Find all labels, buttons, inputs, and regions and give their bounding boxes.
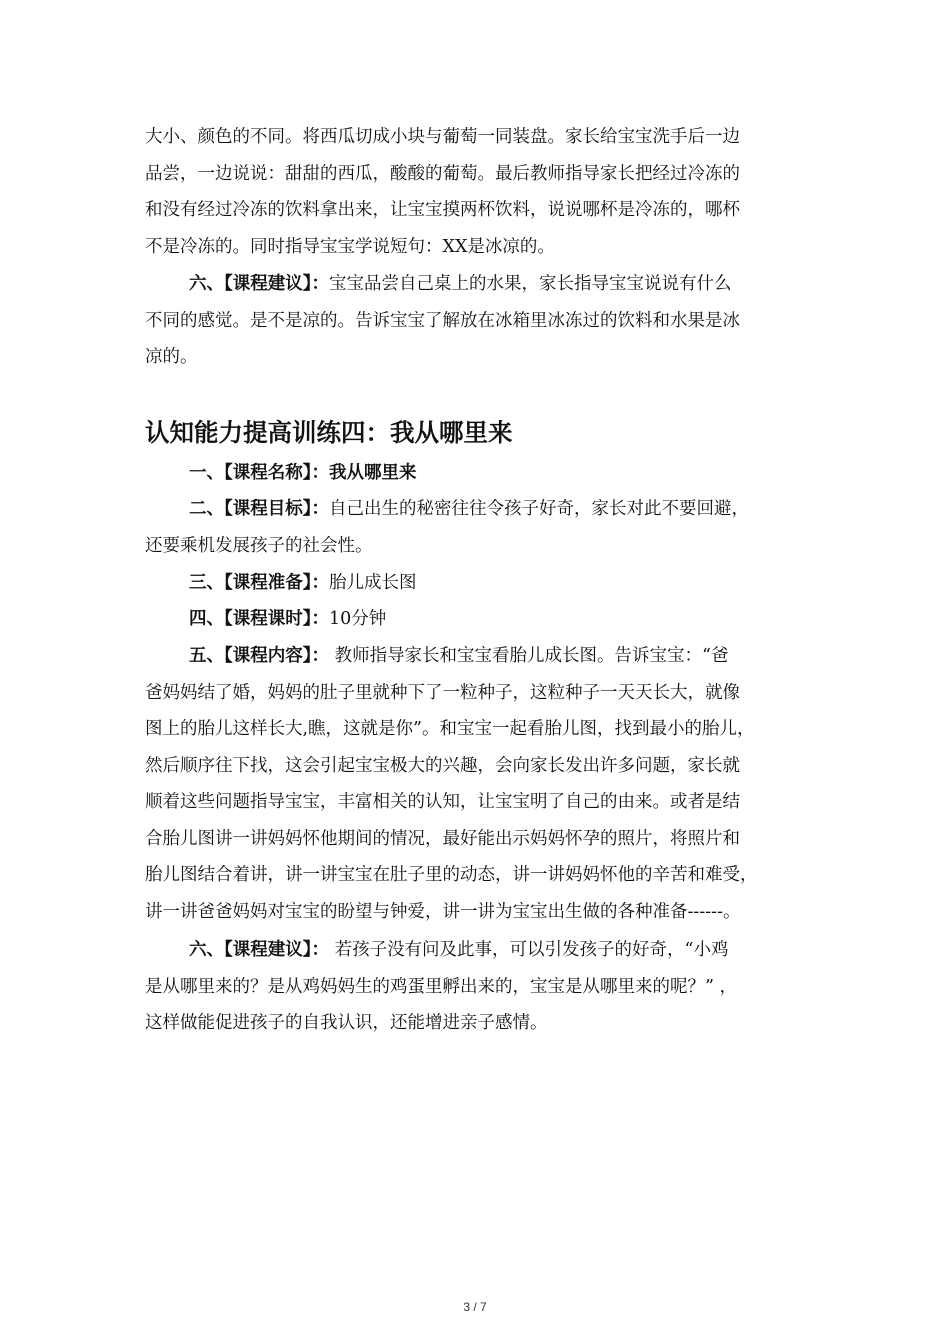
- intro-paragraph: [145, 119, 815, 265]
- course-suggestion-line: 是从哪里来的？是从鸡妈妈生的鸡蛋里孵出来的，宝宝是从哪里来的呢？” ，: [145, 976, 738, 997]
- intro-line: 和没有经过冷冻的饮料拿出来，让宝宝摸两杯饮料，说说哪杯是冷冻的，哪杯: [145, 200, 740, 220]
- course-content-line: 图上的胎儿这样长大,瞧，这就是你”。和宝宝一起看胎儿图，找到最小的胎儿，: [145, 719, 755, 739]
- course-content-line: 合胎儿图讲一讲妈妈怀他期间的情况，最好能出示妈妈怀孕的照片，将照片和: [145, 828, 740, 849]
- course-content-line: 讲一讲爸爸妈妈对宝宝的盼望与钟爱，讲一讲为宝宝出生做的各种准备------。: [145, 901, 741, 922]
- course-content-paragraph: [145, 638, 815, 930]
- course-suggestion-text: 若孩子没有问及此事，可以引发孩子的好奇，“小鸡: [329, 940, 729, 960]
- course-content-line: 胎儿图结合着讲，讲一讲宝宝在肚子里的动态，讲一讲妈妈怀他的辛苦和难受，: [145, 865, 758, 885]
- course-name-value: 我从哪里来: [329, 463, 417, 483]
- course-goal-first-line: [145, 491, 815, 528]
- course-prep-label: 三、【课程准备】：: [189, 573, 329, 593]
- course-time-line: [145, 601, 815, 638]
- prev-suggestion-line: 不同的感觉。是不是凉的。告诉宝宝了解放在冰箱里冰冻过的饮料和水果是冰: [145, 310, 740, 331]
- intro-line: 不是冷冻的。同时指导宝宝学说短句：XX是冰凉的。: [145, 236, 555, 257]
- course-name-line: [145, 455, 815, 492]
- course-suggestion-label: 六、【课程建议】：: [189, 940, 329, 960]
- intro-line: 品尝，一边说说：甜甜的西瓜，酸酸的葡萄。最后教师指导家长把经过冷冻的: [145, 163, 740, 184]
- course-suggestion-line: 这样做能促进孩子的自我认识，还能增进亲子感情。: [145, 1013, 548, 1033]
- course-prep-paragraph: [145, 565, 815, 602]
- course-content-line: 然后顺序往下找，这会引起宝宝极大的兴趣，会向家长发出许多问题，家长就: [145, 755, 740, 776]
- section-title: 认知能力提高训练四：我从哪里来: [145, 418, 513, 447]
- course-goal-paragraph: [145, 491, 815, 564]
- course-content-line: 顺着这些问题指导宝宝，丰富相关的认知，让宝宝明了自己的由来。或者是结: [145, 792, 740, 812]
- course-content-first-line: [145, 638, 815, 675]
- course-goal-label: 二、【课程目标】：: [189, 499, 329, 519]
- course-time-value: 10分钟: [329, 609, 387, 629]
- course-prep-value: 胎儿成长图: [329, 573, 417, 593]
- course-suggestion-first-line: [145, 932, 815, 969]
- course-prep-line: [145, 565, 815, 602]
- course-goal-line: 还要乘机发展孩子的社会性。: [145, 535, 373, 556]
- course-content-label: 五、【课程内容】：: [189, 646, 329, 666]
- course-name-label: 一、【课程名称】：: [189, 463, 329, 483]
- prev-suggestion-line: 凉的。: [145, 347, 198, 367]
- prev-suggestion-paragraph: [145, 266, 815, 376]
- page-number: 3 / 7: [463, 1300, 487, 1314]
- prev-suggestion-text: 宝宝品尝自己桌上的水果，家长指导宝宝说说有什么: [329, 274, 732, 294]
- course-content-text: 教师指导家长和宝宝看胎儿成长图。告诉宝宝：“爸: [329, 646, 729, 666]
- course-time-label: 四、【课程课时】：: [189, 609, 329, 629]
- course-name-paragraph: [145, 455, 815, 492]
- course-content-line: 爸妈妈结了婚，妈妈的肚子里就种下了一粒种子，这粒种子一天天长大，就像: [145, 682, 740, 703]
- prev-suggestion-label: 六、【课程建议】：: [189, 274, 329, 294]
- course-suggestion-paragraph: [145, 932, 815, 1042]
- prev-suggestion-first-line: [145, 266, 815, 303]
- intro-line: 大小、颜色的不同。将西瓜切成小块与葡萄一同装盘。家长给宝宝洗手后一边: [145, 127, 740, 147]
- course-goal-text: 自己出生的秘密往往令孩子好奇，家长对此不要回避，: [329, 499, 749, 519]
- course-time-paragraph: [145, 601, 815, 638]
